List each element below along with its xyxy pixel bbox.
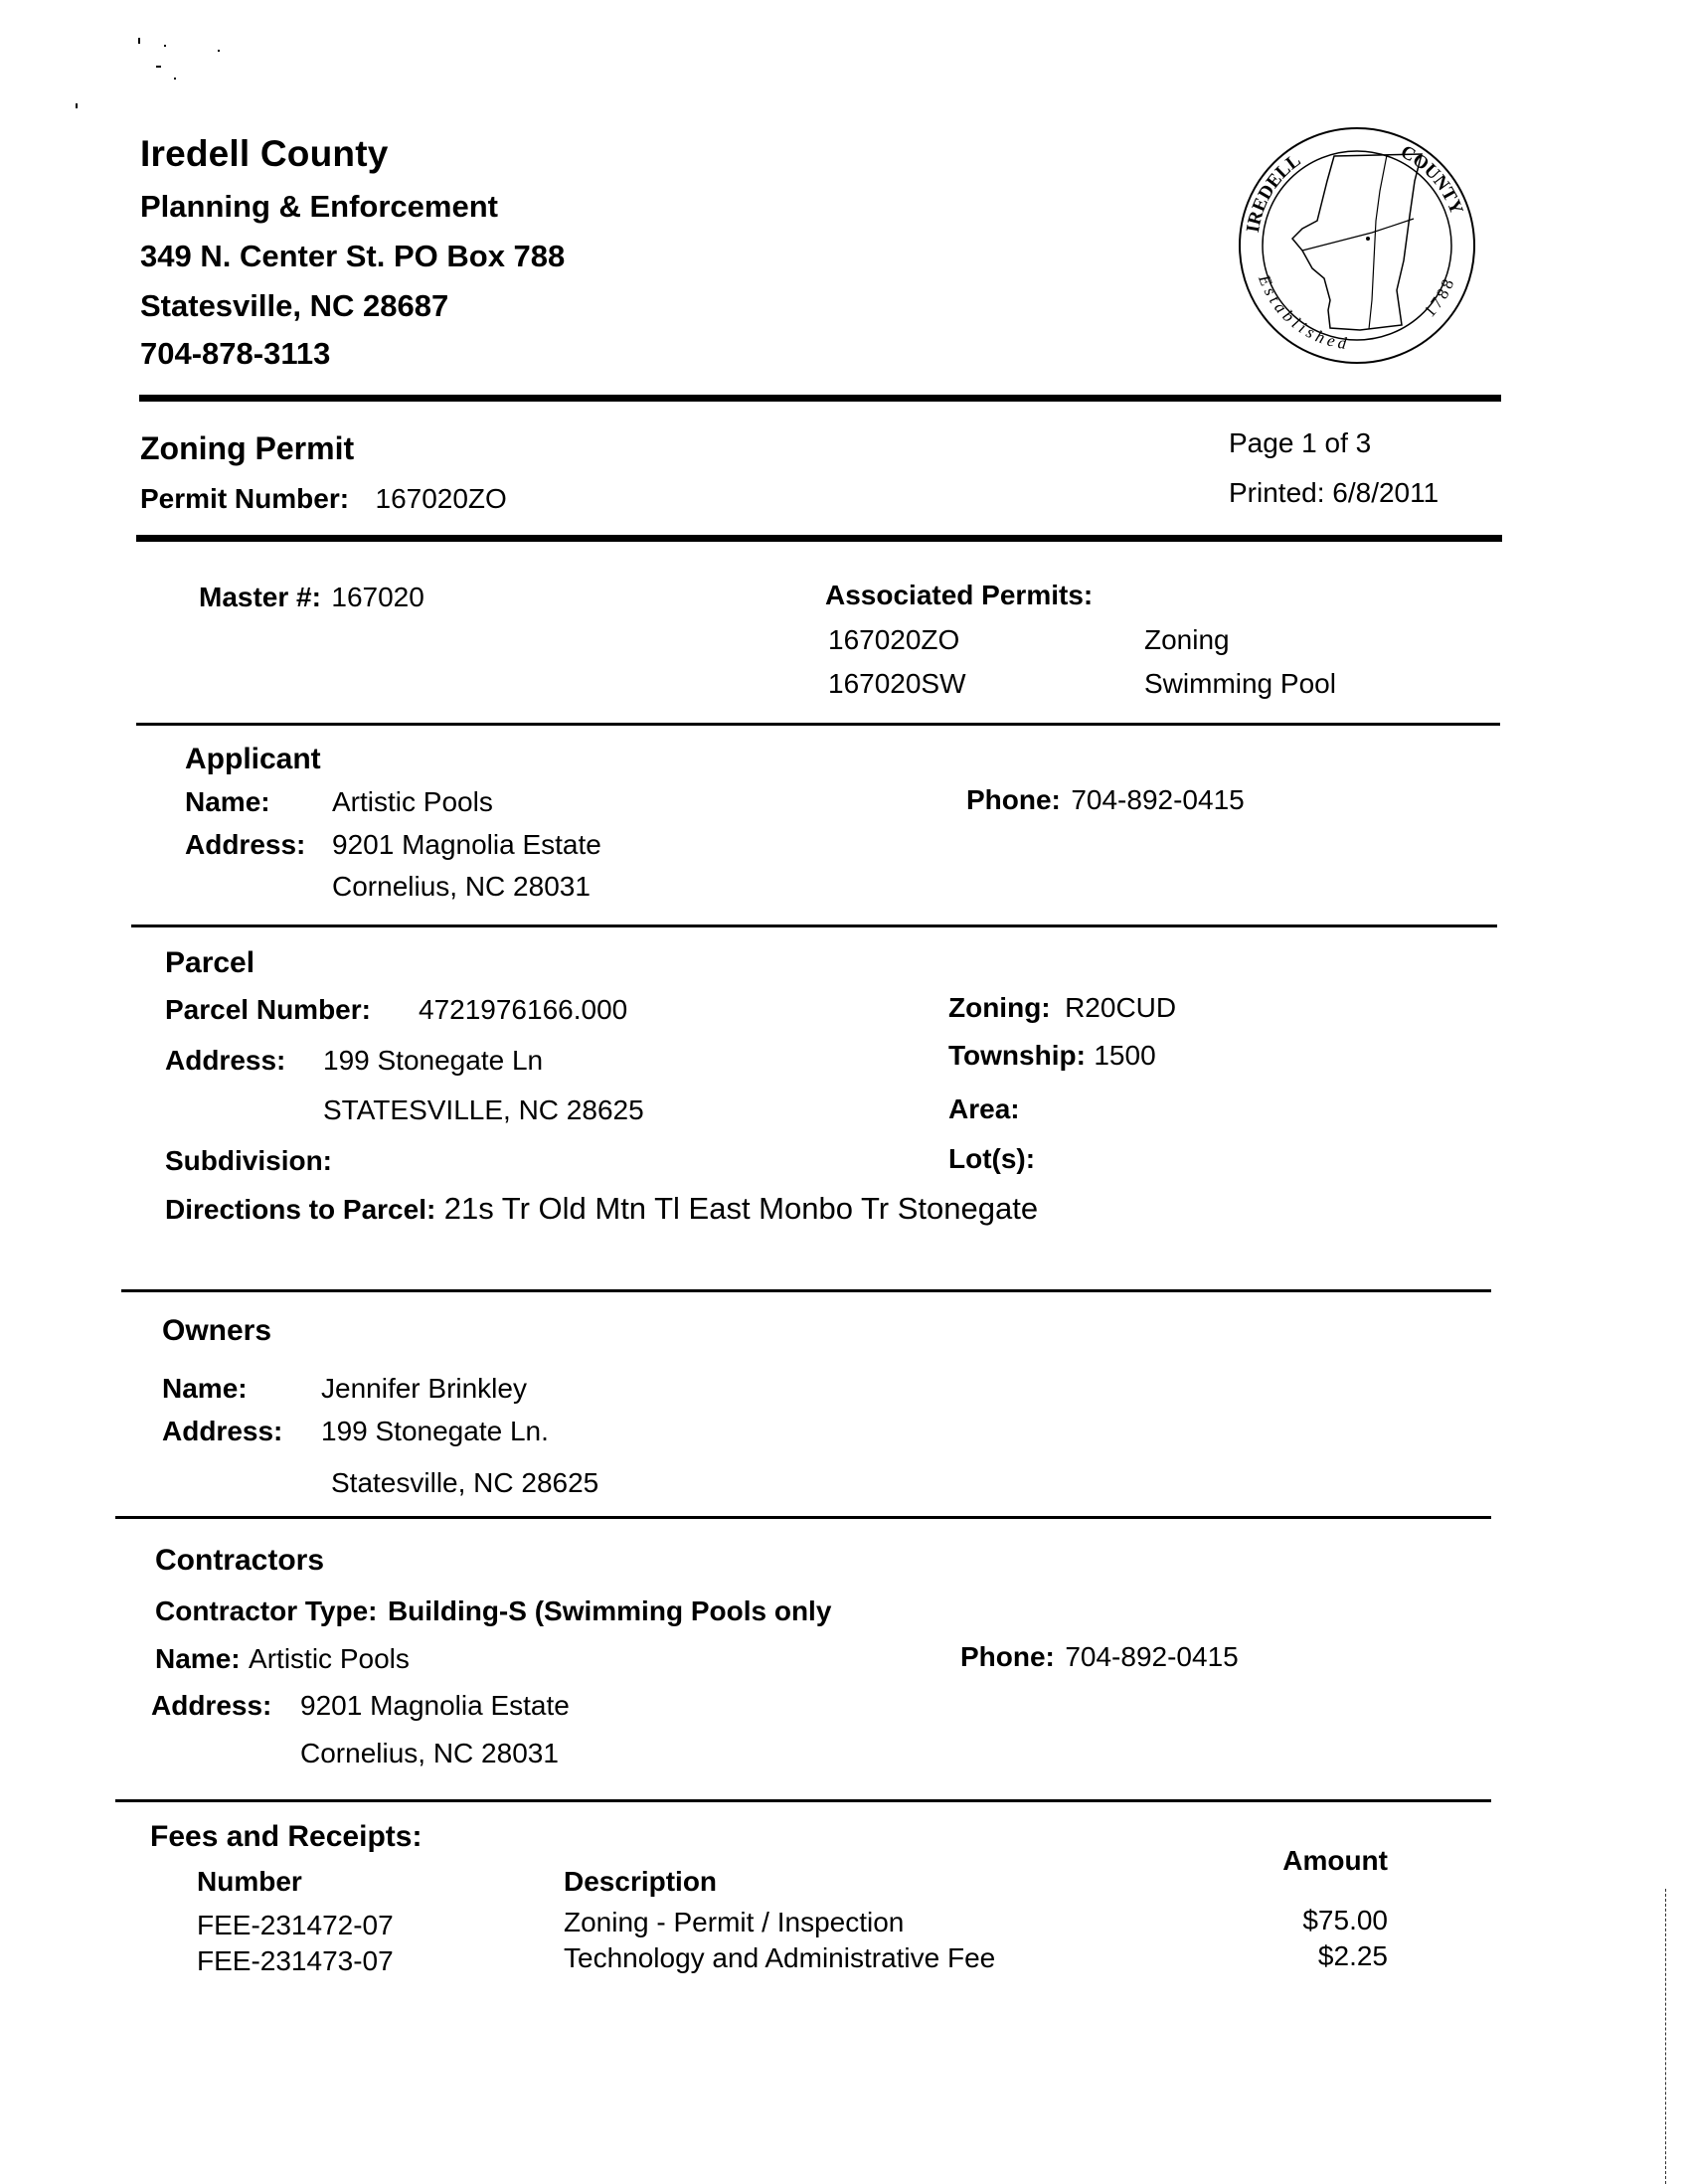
associated-permits-label: Associated Permits:: [825, 580, 1094, 610]
svg-text:IREDELL: IREDELL: [1242, 149, 1305, 235]
contractor-phone-label: Phone:: [960, 1641, 1055, 1672]
divider: [115, 1516, 1491, 1519]
parcel-address-label: Address:: [165, 1045, 286, 1076]
divider: [115, 1799, 1491, 1802]
fee-amount: $75.00: [1302, 1905, 1388, 1935]
contractors-heading: Contractors: [155, 1544, 325, 1577]
permit-number-row: [140, 483, 507, 515]
applicant-name: Artistic Pools: [332, 786, 493, 817]
applicant-address-line1: 9201 Magnolia Estate: [332, 829, 601, 860]
contractor-phone-row: [960, 1641, 1239, 1673]
township-row: [948, 1040, 1156, 1072]
fee-number: FEE-231473-07: [197, 1945, 394, 1976]
divider: [139, 395, 1501, 402]
printed-date: Printed: 6/8/2011: [1229, 477, 1440, 508]
applicant-address-label: Address:: [185, 829, 306, 860]
contractor-type-row: [155, 1596, 831, 1627]
applicant-name-label: Name:: [185, 786, 270, 817]
directions-value: 21s Tr Old Mtn Tl East Monbo Tr Stonegate: [443, 1191, 1039, 1226]
associated-permit-type: Zoning: [1144, 624, 1230, 655]
divider: [136, 723, 1500, 726]
parcel-address-line1: 199 Stonegate Ln: [323, 1045, 544, 1076]
area-row: [948, 1093, 1020, 1125]
owner-name-label: Name:: [162, 1373, 248, 1404]
township-value: 1500: [1094, 1040, 1156, 1071]
scan-edge-artifact: [1665, 1889, 1667, 2184]
org-address: 349 N. Center St. PO Box 788: [140, 239, 566, 273]
owner-name: Jennifer Brinkley: [321, 1373, 527, 1404]
owner-address-label: Address:: [162, 1416, 283, 1446]
contractor-name-row: [155, 1643, 410, 1675]
associated-permit-number: 167020SW: [828, 668, 966, 699]
applicant-phone: 704-892-0415: [1071, 784, 1245, 815]
contractor-address-label: Address:: [151, 1690, 272, 1721]
contractor-name-label: Name:: [155, 1643, 241, 1674]
fee-description: Technology and Administrative Fee: [564, 1942, 996, 1973]
org-phone: 704-878-3113: [140, 336, 331, 371]
org-name: Iredell County: [140, 133, 389, 174]
zoning-value: R20CUD: [1065, 992, 1177, 1023]
divider: [136, 535, 1502, 542]
area-label: Area:: [948, 1093, 1020, 1124]
fee-number: FEE-231472-07: [197, 1910, 394, 1940]
contractor-name: Artistic Pools: [249, 1643, 410, 1674]
zoning-label: Zoning:: [948, 992, 1051, 1023]
applicant-phone-label: Phone:: [966, 784, 1061, 815]
permit-number-value: 167020ZO: [375, 483, 507, 514]
master-number-value: 167020: [331, 582, 424, 612]
directions-label: Directions to Parcel:: [165, 1194, 436, 1225]
svg-text:COUNTY: COUNTY: [1397, 141, 1467, 218]
fees-heading: Fees and Receipts:: [150, 1820, 423, 1853]
contractor-type-label: Contractor Type:: [155, 1596, 378, 1626]
zoning-row: [948, 992, 1176, 1024]
contractor-address-line2: Cornelius, NC 28031: [300, 1738, 559, 1768]
department-name: Planning & Enforcement: [140, 189, 498, 224]
applicant-address-line2: Cornelius, NC 28031: [332, 871, 591, 902]
master-number-label: Master #:: [199, 582, 321, 612]
page-indicator: Page 1 of 3: [1229, 427, 1372, 458]
associated-permit-type: Swimming Pool: [1144, 668, 1336, 699]
county-seal-icon: [1233, 121, 1481, 370]
svg-text:1788: 1788: [1420, 273, 1459, 321]
org-city: Statesville, NC 28687: [140, 288, 449, 323]
applicant-heading: Applicant: [185, 743, 321, 775]
directions-row: [165, 1191, 1038, 1227]
parcel-address-line2: STATESVILLE, NC 28625: [323, 1094, 644, 1125]
contractor-address-line1: 9201 Magnolia Estate: [300, 1690, 570, 1721]
owner-address-line1: 199 Stonegate Ln.: [321, 1416, 549, 1446]
associated-permit-number: 167020ZO: [828, 624, 960, 655]
fees-col-number: Number: [197, 1866, 302, 1897]
fees-col-amount: Amount: [1282, 1845, 1388, 1876]
fee-description: Zoning - Permit / Inspection: [564, 1907, 905, 1937]
fee-amount: $2.25: [1317, 1940, 1388, 1971]
parcel-heading: Parcel: [165, 946, 255, 979]
divider: [121, 1289, 1491, 1292]
owners-heading: Owners: [162, 1314, 272, 1347]
parcel-number: 4721976166.000: [419, 994, 628, 1025]
applicant-phone-row: [966, 784, 1245, 816]
contractor-type-value: Building-S (Swimming Pools only: [387, 1596, 832, 1626]
fees-col-description: Description: [564, 1866, 718, 1897]
permit-number-label: Permit Number:: [140, 483, 350, 514]
permit-title: Zoning Permit: [140, 430, 355, 466]
parcel-number-label: Parcel Number:: [165, 994, 371, 1025]
owner-address-line2: Statesville, NC 28625: [331, 1467, 599, 1498]
svg-text:Established: Established: [1255, 271, 1352, 354]
township-label: Township:: [948, 1040, 1086, 1071]
divider: [131, 924, 1497, 927]
subdivision-label: Subdivision:: [165, 1145, 332, 1176]
lots-label: Lot(s):: [948, 1143, 1036, 1174]
master-number-row: [199, 582, 424, 613]
lots-row: [948, 1143, 1035, 1175]
contractor-phone: 704-892-0415: [1065, 1641, 1239, 1672]
